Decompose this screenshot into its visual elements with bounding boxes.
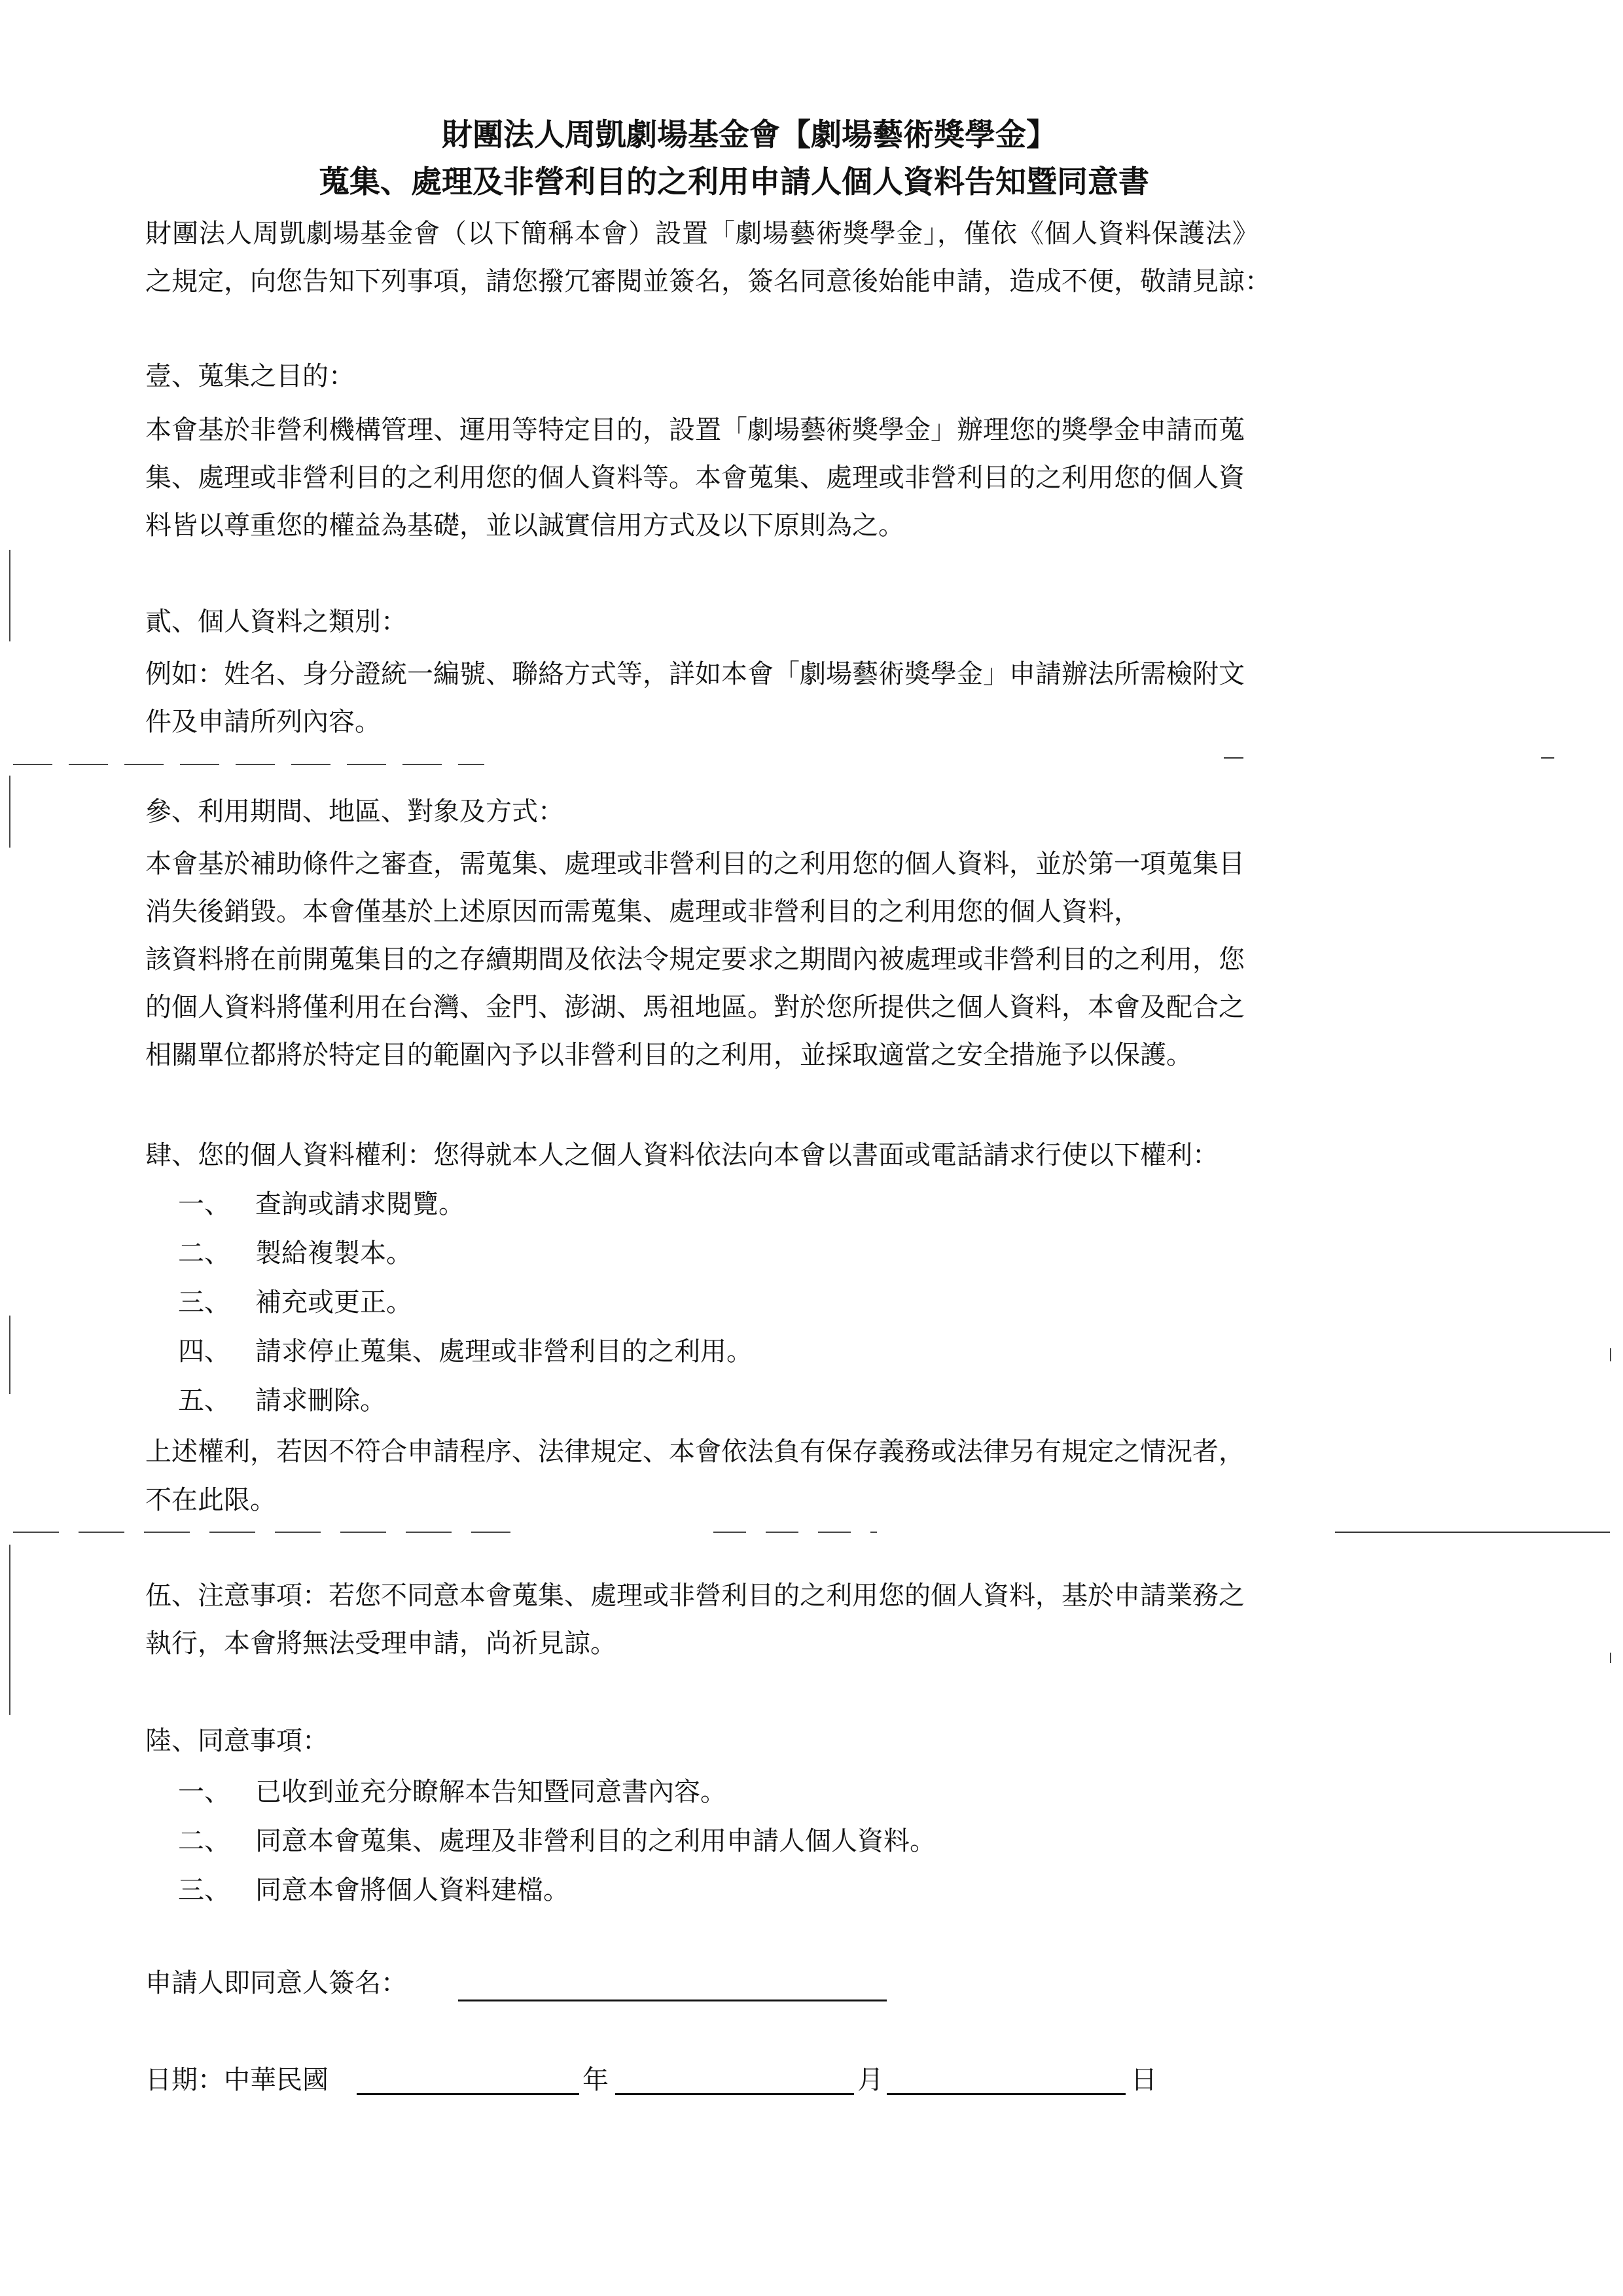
date-label: 日期：中華民國 [145, 2065, 329, 2095]
section4-note-line1: 上述權利，若因不符合申請程序、法律規定、本會依法負有保存義務或法律另有規定之情況者， [145, 1437, 1245, 1467]
document-title-line1: 財團法人周凱劇場基金會【劇場藝術獎學金】 [442, 117, 1057, 153]
section3-line4: 的個人資料將僅利用在台灣、金門、澎湖、馬祖地區。對於您所提供之個人資料，本會及配合之 [145, 992, 1245, 1022]
section3-line1: 本會基於補助條件之審查，需蒐集、處理或非營利目的之利用您的個人資料，並於第一項蒐集目 [145, 849, 1245, 879]
section3-line5: 相關單位都將於特定目的範圍內予以非營利目的之利用，並採取適當之安全措施予以保護。 [145, 1040, 1192, 1070]
right-item-num: 一、 [178, 1189, 230, 1219]
scan-artifact-mark [1610, 1348, 1611, 1361]
section1-heading: 壹、蒐集之目的： [145, 361, 355, 391]
section1-line2: 集、處理或非營利目的之利用您的個人資料等。本會蒐集、處理或非營利目的之利用您的個人資 [145, 463, 1245, 493]
right-item-num: 二、 [178, 1238, 230, 1268]
section5-line1: 伍、注意事項：若您不同意本會蒐集、處理或非營利目的之利用您的個人資料，基於申請業務之 [145, 1581, 1245, 1611]
consent-item-text: 同意本會蒐集、處理及非營利目的之利用申請人個人資料。 [255, 1826, 936, 1856]
scan-artifact-line [1224, 757, 1243, 759]
section6-heading: 陸、同意事項： [145, 1726, 329, 1756]
right-item-text: 請求刪除。 [255, 1386, 386, 1416]
section2-heading: 貳、個人資料之類別： [145, 607, 407, 637]
right-item-text: 請求停止蒐集、處理或非營利目的之利用。 [255, 1336, 753, 1367]
consent-item-num: 一、 [178, 1777, 230, 1807]
scan-artifact-line [13, 764, 484, 765]
scan-artifact-line [1541, 757, 1554, 759]
right-item-num: 五、 [178, 1386, 230, 1416]
consent-item-num: 三、 [178, 1875, 230, 1905]
signature-field[interactable] [458, 2000, 887, 2001]
section2-line1: 例如：姓名、身分證統一編號、聯絡方式等，詳如本會「劇場藝術獎學金」申請辦法所需檢附文 [145, 659, 1245, 689]
scan-artifact-line [13, 1532, 510, 1533]
scan-artifact-mark [1610, 1653, 1611, 1663]
section2-line2: 件及申請所列內容。 [145, 707, 381, 737]
scan-artifact-mark [9, 776, 10, 848]
document-title-line2: 蒐集、處理及非營利目的之利用申請人個人資料告知暨同意書 [319, 164, 1149, 200]
scan-artifact-mark [9, 550, 10, 641]
date-year-label: 年 [582, 2065, 609, 2095]
scan-artifact-mark [9, 1545, 10, 1715]
intro-line2: 之規定，向您告知下列事項，請您撥冗審閱並簽名，簽名同意後始能申請，造成不便，敬請見諒： [145, 266, 1271, 296]
section3-line3: 該資料將在前開蒐集目的之存續期間及依法令規定要求之期間內被處理或非營利目的之利用，您 [145, 944, 1245, 975]
section1-line1: 本會基於非營利機構管理、運用等特定目的，設置「劇場藝術獎學金」辦理您的獎學金申請而蒐 [145, 415, 1245, 445]
consent-item-text: 同意本會將個人資料建檔。 [255, 1875, 569, 1905]
consent-item-text: 已收到並充分瞭解本告知暨同意書內容。 [255, 1777, 726, 1807]
right-item-text: 查詢或請求閱覽。 [255, 1189, 465, 1219]
section4-note-line2: 不在此限。 [145, 1485, 276, 1515]
section5-line2: 執行，本會將無法受理申請，尚祈見諒。 [145, 1628, 616, 1659]
scan-artifact-line [713, 1532, 877, 1533]
scan-artifact-line [1335, 1532, 1610, 1533]
date-year-field[interactable] [357, 2093, 579, 2095]
section1-line3: 料皆以尊重您的權益為基礎，並以誠實信用方式及以下原則為之。 [145, 511, 904, 541]
right-item-text: 補充或更正。 [255, 1287, 412, 1318]
section3-heading: 參、利用期間、地區、對象及方式： [145, 797, 564, 827]
right-item-num: 三、 [178, 1287, 230, 1318]
section3-line2: 消失後銷毀。本會僅基於上述原因而需蒐集、處理或非營利目的之利用您的個人資料， [145, 897, 1140, 927]
signature-label: 申請人即同意人簽名： [145, 1968, 407, 1998]
date-day-field[interactable] [887, 2093, 1126, 2095]
scan-artifact-mark [9, 1316, 10, 1394]
consent-item-num: 二、 [178, 1826, 230, 1856]
right-item-num: 四、 [178, 1336, 230, 1367]
section4-heading: 肆、您的個人資料權利：您得就本人之個人資料依法向本會以書面或電話請求行使以下權利： [145, 1140, 1219, 1170]
date-month-field[interactable] [615, 2093, 854, 2095]
date-month-label: 月 [857, 2065, 883, 2095]
intro-line1: 財團法人周凱劇場基金會（以下簡稱本會）設置「劇場藝術獎學金」，僅依《個人資料保護法》 [145, 219, 1259, 249]
date-day-label: 日 [1131, 2065, 1157, 2095]
right-item-text: 製給複製本。 [255, 1238, 412, 1268]
